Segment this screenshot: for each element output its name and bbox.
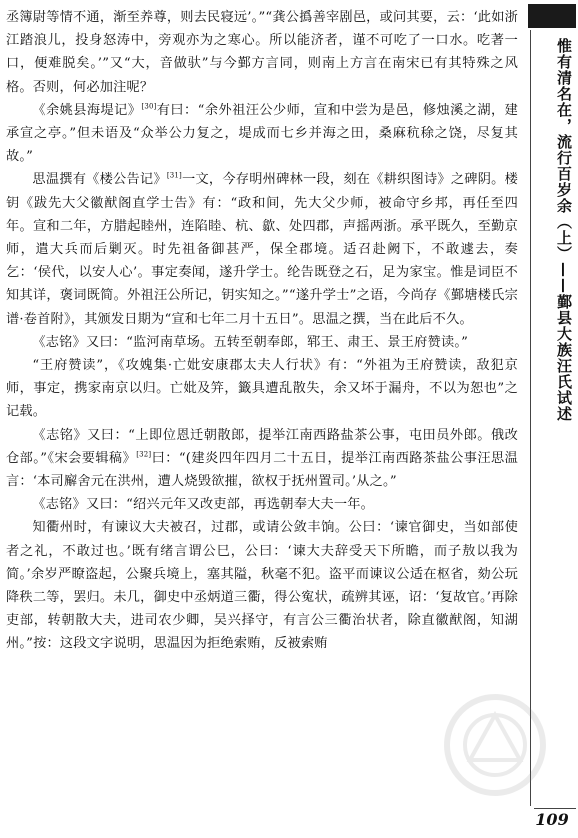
sidebar-vertical-rule (530, 30, 531, 806)
text-run: 《志铭》又曰：“绍兴元年又改吏部，再选朝奉大夫一年。 (32, 497, 375, 513)
text-run: 知衢州时，有谏议大夫被召，过郡，或请公敛丰饷。公曰：‘谏官御史，当如部使者之礼，不敢过也。’既有绪言谓公巳，公曰：‘谏大夫辞受天下所瞻，而子敖以我为简。’余岁严瞭盗起，公聚兵境上，塞其隘，秋毫不犯。盗平而谏议公适在枢省，劾公玩降秩二等，罢归。未几，御史中丞炳道三衢，得公寃状，疏辨其诬，诏：‘复故官。’再除吏部，转朝散大夫，进司农少卿，吴兴择守，有言公三衢治状者，除直徽猷阁，知湖州。”按：这段文字说明，思温因为拒绝索贿，反被索贿 (6, 520, 518, 652)
text-run: 《志铭》又曰：“上即位恩迁朝散郎，提举江南西路盐茶公事，屯田员外郎。俄改仓部。”《宋会要辑稿》 (6, 427, 518, 466)
running-title: 惟有清名在，流行百岁余（上）——鄞县大族汪氏试述 (555, 38, 573, 422)
text-run: 思温撰有《楼公告记》 (32, 172, 167, 188)
text-run: 《余姚县海堤记》 (32, 102, 142, 118)
text-run: 有曰：“余外祖汪公少师，宣和中尝为是邑，修烛溪之湖，建承宣之亭。”但未语及“众举公力复之，堤成而七乡并海之田，桑麻秔稌之饶，尽复其故。” (6, 102, 518, 165)
footnote-reference: [31] (166, 172, 182, 181)
footnote-reference: [32] (136, 450, 152, 459)
body-paragraph (6, 493, 518, 516)
text-run: 曰：“(建炎四年四月二十五日，提举江南西路茶盐公事汪思温言：‘本司廨舍元在洪州，遭人烧毁欲摧，欲权于抚州置司。’从之。” (6, 450, 519, 490)
sidebar-black-block (528, 4, 576, 28)
body-paragraph (6, 99, 518, 169)
main-text-column (6, 6, 518, 656)
footnote-reference: [30] (141, 102, 157, 111)
page-number-rule (534, 808, 576, 809)
body-paragraph (6, 424, 518, 494)
body-paragraph (6, 331, 518, 354)
sidebar-running-head (528, 0, 578, 838)
body-paragraph (6, 168, 518, 330)
text-run: 一文，今存明州碑林一段，刻在《耕织图诗》之碑阴。楼钥《跋先大父徽猷阁直学士告》有：“政和间，先大父少师，被命守乡邦，再任至四年。宣和二年，方腊起睦州，连陷睦、杭、歙、处四郡，声摇两浙。承平既久，至勤京师，遣大兵而后剿灭。时先祖备御甚严，保全郡境。适召赴阙下，不敢遽去，奏乞：‘侯代，以安人心’。事定奏闻，遂升学士。纶告既登之石，足为家宝。惟是词臣不知其详，褒词既简。外祖汪公所记，钥实知之。”“遂升学士”之语，今尚存《鄞塘楼氏宗谱·卷首附》，其颁发日期为“宣和七年二月十五日”。思温之撰，当在此后不久。 (6, 172, 519, 327)
body-paragraph (6, 516, 518, 655)
body-paragraph (6, 354, 518, 424)
body-paragraph (6, 6, 518, 99)
page-number: 109 (535, 810, 569, 829)
text-run: 丞簿尉等情不通，渐至养尊，则去民寝远’。”“龚公撝善宰剧邑，或问其要，云：‘此如浙江踏浪儿，投身怒涛中，旁观亦为之寒心。所以能济者，谨不可吃了一口水。吃著一口，便难脱矣。’”又“大，音做驮”与今鄞方言同，则南上方言在南宋已有其特殊之风格。否则，何必加注呢？ (6, 10, 518, 95)
text-run: “王府赞读”，《攻媿集·亡妣安康郡太夫人行状》有：“外祖为王府赞读，敌犯京师，事定，携家南京以归。亡妣及笄，籤具遭乱散失，余又坏于漏舟，不以为恕也”之记载。 (6, 358, 518, 420)
text-run: 《志铭》又曰：“监河南草场。五转至朝奉郎，郓王、肃王、景王府赞读。” (32, 334, 469, 350)
